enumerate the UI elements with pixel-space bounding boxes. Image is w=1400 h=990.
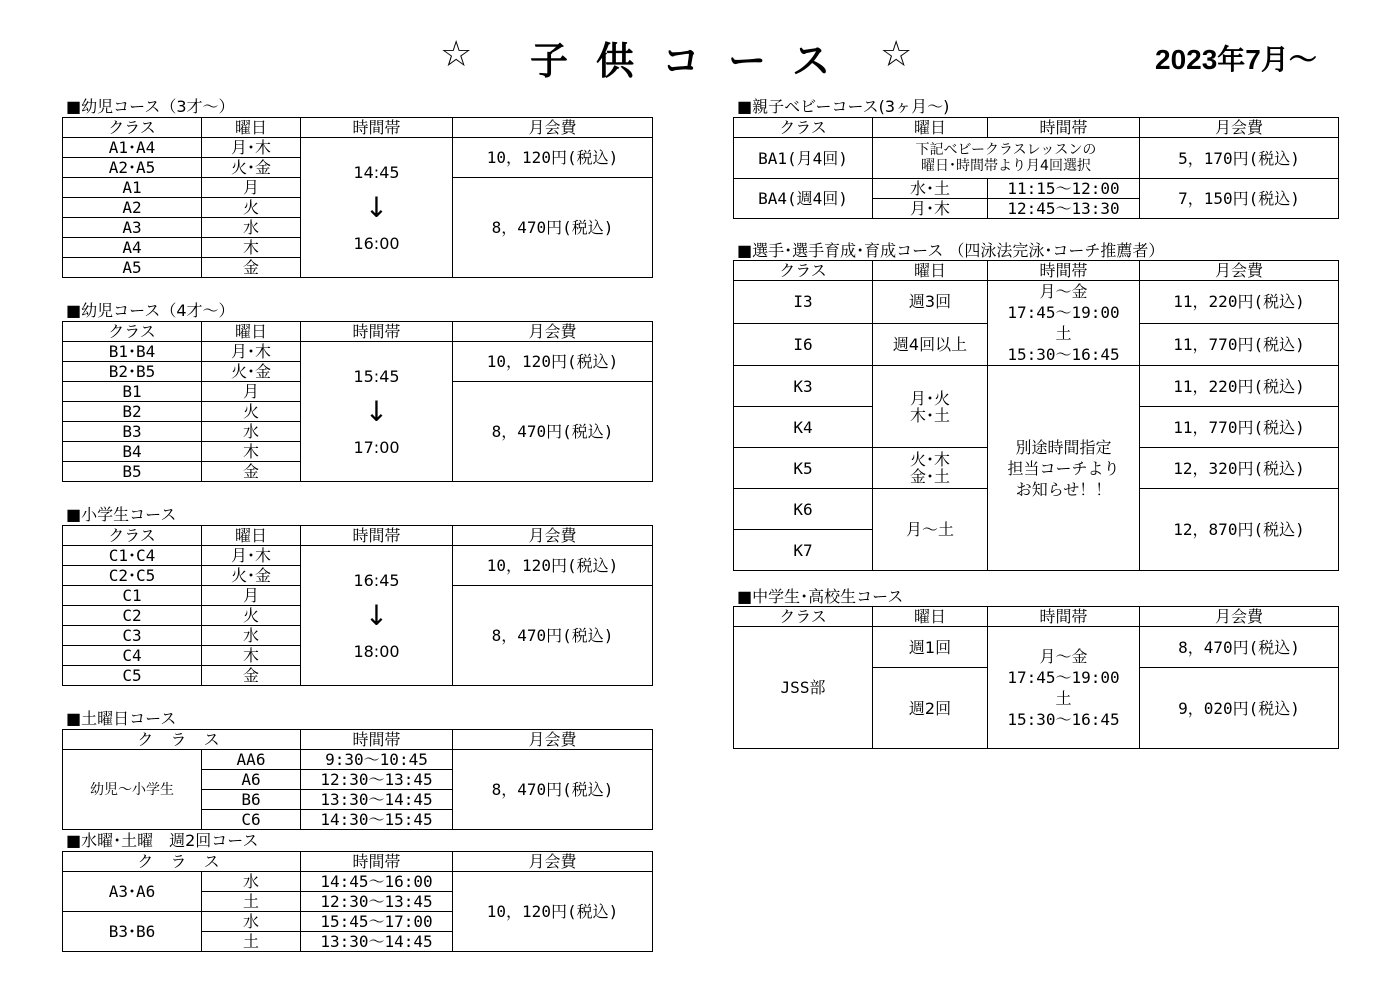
section-title-saturday: ■土曜日コース: [66, 709, 177, 728]
class-cell: K5: [734, 448, 873, 489]
class-cell: C6: [202, 810, 301, 830]
header-class: クラス: [734, 607, 873, 627]
class-cell: C2･C5: [63, 566, 202, 586]
note-cell: [873, 138, 1140, 179]
day-cell: 水: [202, 912, 301, 932]
header-time: 時間帯: [988, 261, 1140, 281]
effective-date: 2023年7月～: [1155, 44, 1317, 75]
day-cell: 月: [202, 382, 301, 402]
header-day: 曜日: [202, 118, 301, 138]
fee-cell: 8，470円(税込): [453, 586, 653, 686]
fee-cell: 11，220円(税込): [1140, 366, 1339, 407]
fee-cell: 11，770円(税込): [1140, 323, 1339, 366]
class-cell: A3･A6: [63, 872, 202, 912]
fee-cell: 11，220円(税込): [1140, 281, 1339, 324]
header-class: クラス: [63, 322, 202, 342]
day-cell: 月: [202, 586, 301, 606]
day-cell: 火: [202, 198, 301, 218]
day-cell: 月～土: [873, 489, 988, 571]
note-line: 下記ベビークラスレッスンの: [915, 142, 1097, 158]
day-cell: 土: [202, 892, 301, 912]
wedsat-table: [62, 851, 653, 952]
arrow-down-icon: ↓: [364, 394, 389, 428]
time-cell: 14:30～15:45: [301, 810, 453, 830]
time-cell: 13:30～14:45: [301, 932, 453, 952]
header-fee: 月会費: [453, 730, 653, 750]
athlete-table: [733, 260, 1339, 571]
fee-cell: 10，120円(税込): [453, 872, 653, 952]
class-cell: B3･B6: [63, 912, 202, 952]
header-time: 時間帯: [988, 607, 1140, 627]
day-line: 火･木: [909, 450, 950, 469]
fee-cell: 8，470円(税込): [453, 382, 653, 482]
infant4-table: [62, 321, 653, 482]
day-cell: 水: [202, 218, 301, 238]
time-cell: 13:30～14:45: [301, 790, 453, 810]
header-fee: 月会費: [453, 118, 653, 138]
class-cell: K6: [734, 489, 873, 530]
header-fee: 月会費: [453, 852, 653, 872]
section-title-elementary: ■小学生コース: [66, 505, 177, 524]
header-fee: 月会費: [453, 526, 653, 546]
day-cell: 週3回: [873, 281, 988, 324]
time-start: 16:45: [353, 570, 400, 590]
day-cell: 火･金: [202, 362, 301, 382]
section-title-junior: ■中学生･高校生コース: [737, 587, 904, 606]
time-cell: [988, 281, 1140, 366]
class-cell: A1: [63, 178, 202, 198]
fee-cell: 10，120円(税込): [453, 546, 653, 586]
class-cell: K4: [734, 407, 873, 448]
fee-cell: 8，470円(税込): [1140, 627, 1339, 668]
class-cell: BA4(週4回): [734, 179, 873, 219]
header-day: 曜日: [202, 322, 301, 342]
class-cell: B6: [202, 790, 301, 810]
day-cell: 金: [202, 666, 301, 686]
header-fee: 月会費: [1140, 607, 1339, 627]
fee-cell: 12，320円(税込): [1140, 448, 1339, 489]
day-cell: 水･土: [873, 179, 988, 199]
day-cell: 水: [202, 626, 301, 646]
day-cell: 週4回以上: [873, 323, 988, 366]
day-cell: 火･金: [202, 158, 301, 178]
star-icon: ☆: [880, 34, 915, 75]
header-class: クラス: [63, 118, 202, 138]
time-note-line: お知らせ！！: [1015, 479, 1112, 499]
class-cell: A6: [202, 770, 301, 790]
day-cell: [873, 448, 988, 489]
day-cell: [873, 366, 988, 448]
group-cell: 幼児～小学生: [63, 750, 202, 830]
class-cell: B2･B5: [63, 362, 202, 382]
day-cell: 月･木: [202, 138, 301, 158]
title-text: 子供コース: [530, 39, 859, 83]
fee-cell: 9，020円(税込): [1140, 668, 1339, 749]
class-cell: B3: [63, 422, 202, 442]
class-cell: C4: [63, 646, 202, 666]
baby-table: [733, 117, 1339, 219]
day-cell: 木: [202, 238, 301, 258]
class-cell: K3: [734, 366, 873, 407]
fee-cell: 8，470円(税込): [453, 178, 653, 278]
section-title-wedsat: ■水曜･土曜 週2回コース: [66, 831, 259, 850]
class-cell: A4: [63, 238, 202, 258]
class-cell: A5: [63, 258, 202, 278]
time-start: 14:45: [353, 162, 400, 182]
time-start: 15:45: [353, 366, 400, 386]
day-cell: 土: [202, 932, 301, 952]
day-cell: 週2回: [873, 668, 988, 749]
time-cell: [988, 366, 1140, 571]
time-cell: [301, 546, 453, 686]
time-line: 土: [1055, 688, 1072, 708]
header-day: 曜日: [873, 261, 988, 281]
saturday-table: [62, 729, 653, 830]
class-cell: C2: [63, 606, 202, 626]
note-line: 曜日･時間帯より月4回選択: [921, 158, 1091, 174]
header-day: 曜日: [202, 526, 301, 546]
class-cell: B1･B4: [63, 342, 202, 362]
header-time: 時間帯: [301, 322, 453, 342]
section-title-infant3: ■幼児コース（3才～）: [66, 97, 235, 116]
time-cell: 12:30～13:45: [301, 892, 453, 912]
header-day: 曜日: [873, 118, 988, 138]
class-cell: I6: [734, 323, 873, 366]
day-cell: 月･木: [202, 342, 301, 362]
header-time: 時間帯: [301, 118, 453, 138]
day-cell: 週1回: [873, 627, 988, 668]
fee-cell: 5，170円(税込): [1140, 138, 1339, 179]
day-cell: 木: [202, 442, 301, 462]
time-line: 15:30～16:45: [1007, 345, 1120, 364]
header-fee: 月会費: [453, 322, 653, 342]
header-class: ク ラ ス: [63, 852, 301, 872]
header-time: 時間帯: [301, 852, 453, 872]
section-title-baby: ■親子ベビーコース(3ヶ月～): [737, 97, 950, 116]
time-cell: 9:30～10:45: [301, 750, 453, 770]
time-note-line: 担当コーチより: [1007, 458, 1120, 478]
time-end: 18:00: [353, 641, 400, 661]
day-cell: 月･木: [202, 546, 301, 566]
day-cell: 月: [202, 178, 301, 198]
section-title-infant4: ■幼児コース（4才～）: [66, 301, 235, 320]
time-end: 16:00: [353, 233, 400, 253]
fee-cell: 10，120円(税込): [453, 138, 653, 178]
fee-cell: 12，870円(税込): [1140, 489, 1339, 571]
header-fee: 月会費: [1140, 261, 1339, 281]
star-icon: ☆: [440, 34, 475, 75]
class-cell: B1: [63, 382, 202, 402]
day-cell: 火･金: [202, 566, 301, 586]
junior-table: [733, 606, 1339, 749]
day-cell: 水: [202, 422, 301, 442]
page-title: [440, 30, 920, 86]
day-cell: 金: [202, 258, 301, 278]
time-note-line: 別途時間指定: [1015, 437, 1112, 457]
class-cell: A3: [63, 218, 202, 238]
class-cell: AA6: [202, 750, 301, 770]
header-time: 時間帯: [301, 526, 453, 546]
time-cell: 11:15～12:00: [988, 179, 1140, 199]
header-class: ク ラ ス: [63, 730, 301, 750]
time-cell: 14:45～16:00: [301, 872, 453, 892]
day-line: 金･土: [909, 467, 950, 486]
time-line: 月～金: [1039, 646, 1088, 666]
time-line: 月～金: [1039, 282, 1088, 301]
class-cell: C1: [63, 586, 202, 606]
class-cell: B4: [63, 442, 202, 462]
header-class: クラス: [734, 261, 873, 281]
header-class: クラス: [734, 118, 873, 138]
time-end: 17:00: [353, 437, 400, 457]
class-cell: BA1(月4回): [734, 138, 873, 179]
elementary-table: [62, 525, 653, 686]
time-line: 17:45～19:00: [1007, 303, 1120, 322]
fee-cell: 11，770円(税込): [1140, 407, 1339, 448]
day-cell: 火: [202, 402, 301, 422]
section-title-athlete: ■選手･選手育成･育成コース （四泳法完泳･コーチ推薦者）: [737, 241, 1165, 260]
header-day: 曜日: [873, 607, 988, 627]
header-time: 時間帯: [988, 118, 1140, 138]
time-cell: [301, 138, 453, 278]
fee-cell: 10，120円(税込): [453, 342, 653, 382]
class-cell: C5: [63, 666, 202, 686]
time-line: 15:30～16:45: [1007, 709, 1120, 729]
day-cell: 月･木: [873, 199, 988, 219]
class-cell: JSS部: [734, 627, 873, 749]
day-line: 月･火: [909, 388, 950, 408]
class-cell: B2: [63, 402, 202, 422]
day-cell: 水: [202, 872, 301, 892]
infant3-table: [62, 117, 653, 278]
class-cell: A2･A5: [63, 158, 202, 178]
day-cell: 金: [202, 462, 301, 482]
time-cell: 12:30～13:45: [301, 770, 453, 790]
fee-cell: 7，150円(税込): [1140, 179, 1339, 219]
time-cell: 12:45～13:30: [988, 199, 1140, 219]
day-cell: 木: [202, 646, 301, 666]
arrow-down-icon: ↓: [364, 190, 389, 224]
day-cell: 火: [202, 606, 301, 626]
class-cell: C1･C4: [63, 546, 202, 566]
time-cell: 15:45～17:00: [301, 912, 453, 932]
fee-cell: 8，470円(税込): [453, 750, 653, 830]
time-line: 土: [1055, 324, 1072, 343]
class-cell: C3: [63, 626, 202, 646]
header-time: 時間帯: [301, 730, 453, 750]
time-line: 17:45～19:00: [1007, 667, 1120, 687]
header-fee: 月会費: [1140, 118, 1339, 138]
class-cell: I3: [734, 281, 873, 324]
time-cell: [301, 342, 453, 482]
header-class: クラス: [63, 526, 202, 546]
class-cell: K7: [734, 530, 873, 571]
class-cell: B5: [63, 462, 202, 482]
class-cell: A2: [63, 198, 202, 218]
arrow-down-icon: ↓: [364, 598, 389, 632]
time-cell: [988, 627, 1140, 749]
day-line: 木･土: [909, 405, 950, 425]
class-cell: A1･A4: [63, 138, 202, 158]
